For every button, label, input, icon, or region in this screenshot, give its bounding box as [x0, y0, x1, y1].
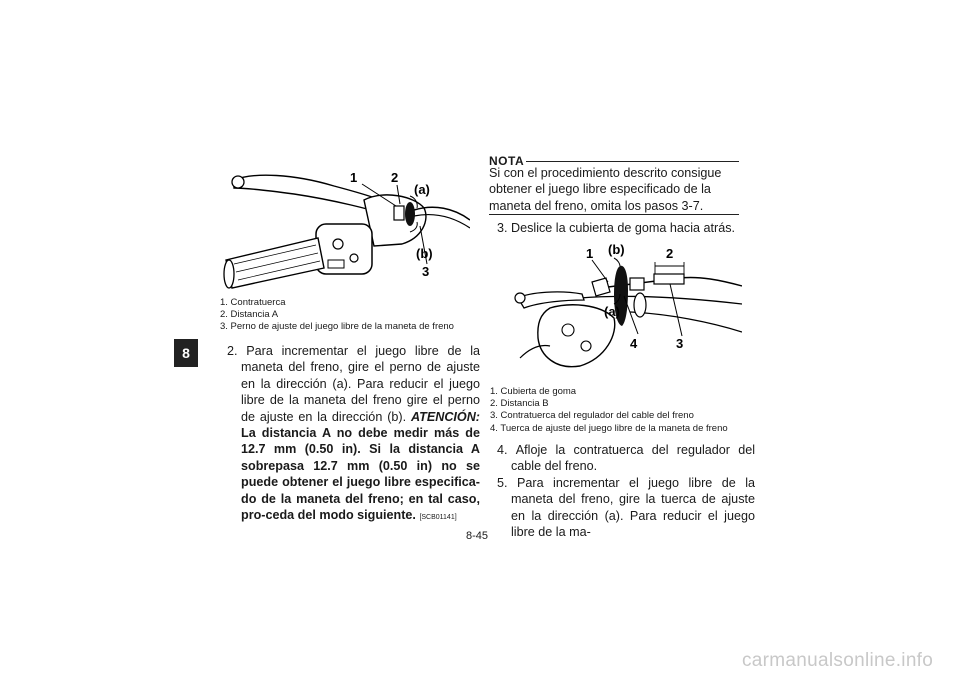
left-figure [214, 160, 470, 295]
caption-item: 3. Contratuerca del regulador del cable del freno [490, 410, 694, 422]
right-figure [510, 238, 742, 378]
callout-3: 3 [676, 336, 684, 351]
step-4 [497, 442, 755, 475]
caption-item: 3. Perno de ajuste del juego libre de la maneta de freno [220, 321, 454, 333]
callout-2: 2 [666, 246, 674, 261]
callout-1: 1 [586, 246, 594, 261]
nota-label: NOTA [489, 154, 525, 168]
step-text: Para incrementar el juego libre de la maneta del freno, gire la tuerca de ajuste en la dirección (a). Para reducir el juego libre de la ma- [511, 476, 755, 540]
warning-text: La distancia A no debe medir más de 12.7 mm (0.50 in). Si la distancia A sobrepasa 12.7 mm (0.50 in) no se puede obtener el juego libre especifica-do de la maneta del freno; en tal caso, pro-ceda del modo siguiente. [241, 426, 480, 523]
step-text: Para incrementar el juego libre de la maneta del freno, gire el perno de ajuste en la dirección (a). Para reducir el juego libre de la maneta del freno gire el perno de ajuste en la dirección (b). [241, 344, 481, 424]
caption-item: 4. Tuerca de ajuste del juego libre de la maneta de freno [490, 422, 728, 434]
callout-a: (a) [604, 304, 620, 319]
callout-b: (b) [608, 242, 625, 257]
callout-4: 4 [630, 336, 638, 351]
caption-item: 2. Distancia B [490, 398, 549, 410]
callout-a: (a) [414, 182, 430, 197]
nota-bottom-rule [489, 214, 739, 215]
caption-item: 1. Contratuerca [220, 297, 286, 308]
atencion-label: ATENCIÓN: [410, 409, 480, 424]
step-number: 4. [497, 443, 508, 457]
step-3 [497, 220, 755, 236]
cable-adjuster-illustration [510, 238, 742, 378]
reference-code: [SCB01141] [419, 514, 457, 522]
callout-2: 2 [391, 170, 399, 185]
caption-item: 2. Distancia A [220, 309, 279, 321]
brake-lever-illustration [214, 160, 470, 295]
nota-rule [526, 161, 739, 162]
callout-3: 3 [422, 264, 430, 279]
watermark: carmanualsonline.info [742, 650, 934, 671]
step-text: Deslice la cubierta de goma hacia atrás. [511, 221, 736, 235]
left-figure-captions [220, 297, 470, 334]
page-number: 8-45 [466, 530, 489, 542]
chapter-tab: 8 [174, 339, 198, 367]
step-5 [497, 475, 755, 541]
right-figure-captions [490, 386, 740, 435]
step-number: 5. [497, 476, 508, 490]
step-number: 3. [497, 221, 508, 235]
nota-header [489, 152, 739, 166]
step-2 [227, 343, 480, 526]
callout-b: (b) [416, 246, 433, 261]
nota-text: Si con el procedimiento descrito consigue obtener el juego libre especificado de la maneta del freno, omita los pasos 3-7. [489, 166, 722, 213]
step-number: 2. [227, 344, 238, 358]
caption-item: 1. Cubierta de goma [490, 386, 577, 397]
callout-1: 1 [350, 170, 358, 185]
step-text: Afloje la contratuerca del regulador del cable del freno. [511, 443, 756, 474]
